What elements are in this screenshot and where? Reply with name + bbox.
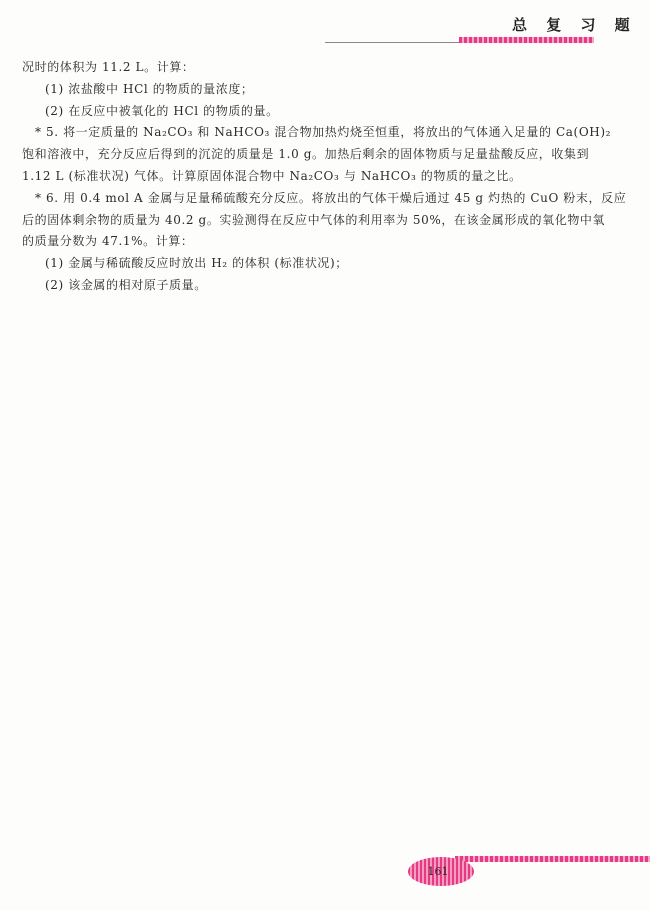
sub-question-6-1: (1) 金属与稀硫酸反应时放出 H₂ 的体积 (标准状况)； [45,256,348,271]
text-line: 况时的体积为 11.2 L。计算： [22,60,195,74]
page-body [22,57,627,297]
page-number-badge [408,857,474,886]
question-6-line-1: * 6. 用 0.4 mol A 金属与足量稀硫酸充分反应。将放出的气体干燥后通过 45 g 灼热的 CuO 粉末，反应 [35,190,627,205]
sub-question-2: (2) 在反应中被氧化的 HCl 的物质的量。 [45,103,279,118]
header-stripe-bar [459,37,594,43]
header-rule [325,42,460,43]
page-number: 161 [427,865,449,878]
question-6-line-2: 后的固体剩余物的质量为 40.2 g。实验测得在反应中气体的利用率为 50%，在该金属形成的氧化物中氧 [22,212,606,227]
section-title: 总 复 习 题 [512,16,637,34]
sub-question-1: (1) 浓盐酸中 HCl 的物质的量浓度； [45,81,254,96]
sub-question-6-2: (2) 该金属的相对原子质量。 [45,277,207,292]
question-5-line-1: * 5. 将一定质量的 Na₂CO₃ 和 NaHCO₃ 混合物加热灼烧至恒重，将放出的气体通入足量的 Ca(OH)₂ [35,125,612,140]
question-5-line-2: 饱和溶液中，充分反应后得到的沉淀的质量是 1.0 g。加热后剩余的固体物质与足量盐酸反应，收集到 [22,147,590,162]
question-5-line-3: 1.12 L (标准状况) 气体。计算原固体混合物中 Na₂CO₃ 与 NaHCO₃ 的物质的量之比。 [22,168,522,183]
question-6-line-3: 的质量分数为 47.1%。计算： [22,234,194,249]
footer-stripe-bar [455,856,650,862]
